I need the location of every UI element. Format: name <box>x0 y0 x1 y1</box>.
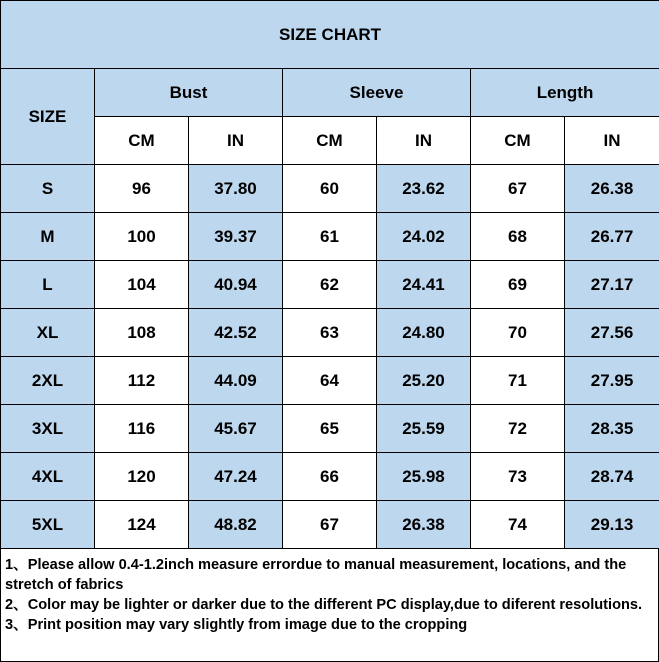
group-header-sleeve: Sleeve <box>283 69 471 117</box>
length-cm-cell: 72 <box>471 405 565 453</box>
chart-title: SIZE CHART <box>1 1 659 69</box>
sleeve-in-cell: 25.20 <box>377 357 471 405</box>
bust-cm-cell: 112 <box>95 357 189 405</box>
bust-cm-cell: 104 <box>95 261 189 309</box>
bust-cm-cell: 96 <box>95 165 189 213</box>
size-cell: S <box>1 165 95 213</box>
table-row <box>1 309 659 357</box>
sleeve-in-cell: 24.02 <box>377 213 471 261</box>
sleeve-in-cell: 23.62 <box>377 165 471 213</box>
length-cm-cell: 73 <box>471 453 565 501</box>
sleeve-cm-cell: 65 <box>283 405 377 453</box>
bust-cm-cell: 108 <box>95 309 189 357</box>
bust-in-cell: 39.37 <box>189 213 283 261</box>
table-row <box>1 261 659 309</box>
table-row <box>1 405 659 453</box>
note-color: 2、Color may be lighter or darker due to the different PC display,due to diferent resolutions. <box>5 597 643 613</box>
size-cell: 3XL <box>1 405 95 453</box>
length-in-cell: 28.35 <box>565 405 659 453</box>
sleeve-cm-cell: 66 <box>283 453 377 501</box>
size-cell: XL <box>1 309 95 357</box>
sleeve-cm-cell: 61 <box>283 213 377 261</box>
bust-in-cell: 42.52 <box>189 309 283 357</box>
table-row <box>1 501 659 549</box>
unit-header-sleeve-cm: CM <box>283 117 377 165</box>
table-row <box>1 453 659 501</box>
notes-box <box>0 548 659 662</box>
sleeve-in-cell: 24.41 <box>377 261 471 309</box>
group-header-bust: Bust <box>95 69 283 117</box>
length-in-cell: 28.74 <box>565 453 659 501</box>
bust-in-cell: 37.80 <box>189 165 283 213</box>
unit-header-length-cm: CM <box>471 117 565 165</box>
bust-in-cell: 40.94 <box>189 261 283 309</box>
bust-cm-cell: 100 <box>95 213 189 261</box>
unit-header-bust-cm: CM <box>95 117 189 165</box>
length-in-cell: 26.38 <box>565 165 659 213</box>
unit-header-length-in: IN <box>565 117 659 165</box>
bust-cm-cell: 120 <box>95 453 189 501</box>
sleeve-in-cell: 26.38 <box>377 501 471 549</box>
sleeve-cm-cell: 63 <box>283 309 377 357</box>
unit-header-bust-in: IN <box>189 117 283 165</box>
sleeve-in-cell: 25.59 <box>377 405 471 453</box>
sleeve-in-cell: 24.80 <box>377 309 471 357</box>
size-cell: M <box>1 213 95 261</box>
length-cm-cell: 74 <box>471 501 565 549</box>
sleeve-cm-cell: 64 <box>283 357 377 405</box>
note-print-position: 3、Print position may vary slightly from image due to the cropping <box>5 617 468 633</box>
length-in-cell: 27.56 <box>565 309 659 357</box>
length-cm-cell: 68 <box>471 213 565 261</box>
size-cell: 4XL <box>1 453 95 501</box>
sleeve-in-cell: 25.98 <box>377 453 471 501</box>
bust-in-cell: 47.24 <box>189 453 283 501</box>
group-header-length: Length <box>471 69 659 117</box>
length-in-cell: 27.17 <box>565 261 659 309</box>
length-cm-cell: 69 <box>471 261 565 309</box>
table-row <box>1 213 659 261</box>
sleeve-cm-cell: 67 <box>283 501 377 549</box>
table-row <box>1 357 659 405</box>
bust-cm-cell: 116 <box>95 405 189 453</box>
size-column-header: SIZE <box>1 69 95 165</box>
sleeve-cm-cell: 62 <box>283 261 377 309</box>
size-cell: 5XL <box>1 501 95 549</box>
length-cm-cell: 70 <box>471 309 565 357</box>
bust-cm-cell: 124 <box>95 501 189 549</box>
length-in-cell: 27.95 <box>565 357 659 405</box>
note-allowance: 1、Please allow 0.4-1.2inch measure errordue to manual measurement, locations, and the stretch of fabrics <box>5 557 627 593</box>
bust-in-cell: 44.09 <box>189 357 283 405</box>
size-cell: L <box>1 261 95 309</box>
length-in-cell: 26.77 <box>565 213 659 261</box>
length-in-cell: 29.13 <box>565 501 659 549</box>
sleeve-cm-cell: 60 <box>283 165 377 213</box>
length-cm-cell: 71 <box>471 357 565 405</box>
size-cell: 2XL <box>1 357 95 405</box>
unit-header-sleeve-in: IN <box>377 117 471 165</box>
length-cm-cell: 67 <box>471 165 565 213</box>
table-row <box>1 165 659 213</box>
bust-in-cell: 45.67 <box>189 405 283 453</box>
bust-in-cell: 48.82 <box>189 501 283 549</box>
